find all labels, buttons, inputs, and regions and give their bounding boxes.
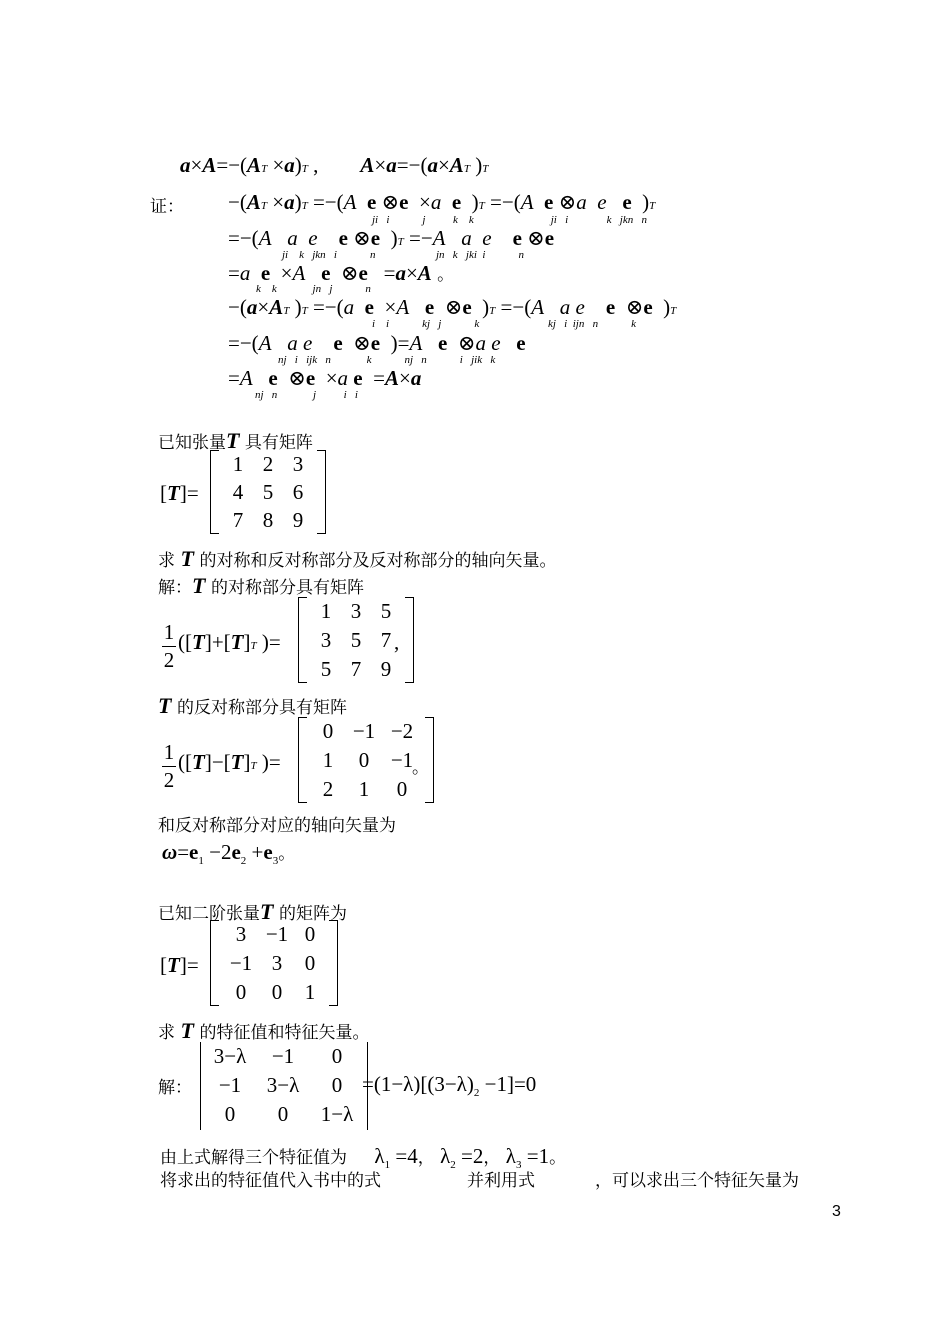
matrix-cell: 2 — [262, 451, 274, 476]
antisym-stop: 。 — [412, 758, 429, 778]
proof-line-3-subscripts: k k jn j n — [256, 283, 371, 295]
proof-line-2: =−(A a e e ⊗e )T =−A a e e ⊗e — [228, 226, 555, 250]
matrix-cell: 5 — [262, 479, 274, 504]
matrix-cell: 0 — [304, 922, 316, 946]
proof-line-6: =A e ⊗e ×a e =A×a — [228, 366, 422, 390]
matrix-cell: 0 — [396, 777, 408, 801]
sym-expr: ([T]+[T]T )= — [178, 630, 281, 654]
problem2-question: 求 T 的对称和反对称部分及反对称部分的轴向矢量。 — [158, 546, 557, 571]
matrix-cell: 7 — [350, 657, 362, 681]
matrix-cell: 6 — [292, 479, 304, 504]
page-number: 3 — [832, 1203, 841, 1220]
proof-line-2-subscripts: ji k jkn i n jn k jki i n — [282, 249, 524, 261]
matrix-cell: 3−λ — [213, 1044, 247, 1068]
matrix-cell: 0 — [331, 1073, 343, 1097]
matrix-cell: 9 — [380, 657, 392, 681]
proof-line-4: −(a×AT )T =−(a e ×A e ⊗e )T =−(A a e e ⊗e )T — [228, 295, 677, 319]
matrix-cell: 0 — [331, 1044, 343, 1068]
matrix-cell: −1 — [229, 951, 253, 975]
matrix-cell: 3 — [320, 628, 332, 652]
matrix-cell: 1 — [320, 599, 332, 623]
matrix-T-label: [T]= — [160, 481, 199, 505]
characteristic-determinant — [200, 1042, 368, 1130]
eigenvalues-line: 由上式解得三个特征值为 $\lambda_1 =4$， $\lambda_2 =2$， $\lambda_3 =1$。 — [160, 1144, 567, 1172]
matrix-cell: 0 — [235, 980, 247, 1004]
problem2-intro: 已知张量T 具有矩阵 — [158, 428, 313, 453]
matrix-cell: 1 — [322, 748, 334, 772]
matrix-cell: −1 — [390, 748, 414, 772]
antisym-expr: ([T]−[T]T )= — [178, 750, 281, 774]
identity-statement: a×A=−(AT ×a)T , A×a=−(a×AT )T — [180, 153, 489, 177]
matrix-cell: 3 — [350, 599, 362, 623]
matrix-cell: 3 — [271, 951, 283, 975]
matrix-cell: 9 — [292, 507, 304, 532]
axial-vector: $\omega=e_1 -2e_2 +e_3$。 — [162, 840, 296, 868]
axial-label: 和反对称部分对应的轴向矢量为 — [158, 816, 396, 836]
problem3-question: 求 T 的特征值和特征矢量。 — [158, 1018, 370, 1043]
matrix-cell: 8 — [262, 507, 274, 532]
matrix-cell: 0 — [358, 748, 370, 772]
matrix-cell: 1 — [358, 777, 370, 801]
matrix-cell: −1 — [271, 1044, 295, 1068]
matrix-cell: −1 — [218, 1073, 242, 1097]
matrix-cell: 1 — [232, 451, 244, 476]
matrix-cell: −2 — [390, 719, 414, 743]
proof-line-6-subscripts: nj n j i i — [255, 389, 358, 401]
matrix-cell: −1 — [352, 719, 376, 743]
matrix-cell: 3−λ — [266, 1073, 300, 1097]
matrix-cell: 0 — [271, 980, 283, 1004]
matrix-cell: 2 — [322, 777, 334, 801]
matrix-cell: −1 — [265, 922, 289, 946]
matrix-cell: 1−λ — [320, 1102, 354, 1126]
next-step-line: 将求出的特征值代入书中的式 — [160, 1171, 381, 1191]
proof-line-5: =−(A a e e ⊗e )=A e ⊗a e e — [228, 331, 526, 355]
matrix-cell: 0 — [322, 719, 334, 743]
matrix-cell: 0 — [304, 951, 316, 975]
matrix-T3-label: [T]= — [160, 953, 199, 977]
proof-line-4-subscripts: i i kj j k kj i ijn n k — [372, 318, 636, 330]
matrix-cell: 7 — [380, 628, 392, 652]
matrix-cell: 1 — [304, 980, 316, 1004]
proof-line-1: −(AT ×a)T =−(A e ⊗e ×a e )T =−(A e ⊗a e e )T — [228, 190, 656, 214]
problem2-antisym-label: T 的反对称部分具有矩阵 — [158, 693, 347, 718]
characteristic-equation: $=(1-\lambda)[(3-\lambda)_2 -1]=0$ — [362, 1072, 537, 1100]
matrix-cell: 5 — [380, 599, 392, 623]
matrix-cell: 0 — [224, 1102, 236, 1126]
proof-label: 证： — [150, 197, 184, 217]
proof-line-3: =a e ×A e ⊗e =a×A 。 — [228, 261, 455, 285]
matrix-T3 — [210, 920, 338, 1006]
problem2-solution-sym: 解：T 的对称部分具有矩阵 — [158, 573, 364, 598]
matrix-T — [210, 450, 326, 534]
matrix-cell: 3 — [235, 922, 247, 946]
matrix-cell: 3 — [292, 451, 304, 476]
matrix-cell: 0 — [277, 1102, 289, 1126]
matrix-cell: 4 — [232, 479, 244, 504]
matrix-cell: 5 — [350, 628, 362, 652]
next-step-line-2: 并利用式 — [467, 1171, 535, 1191]
next-step-line-3: ，可以求出三个特征矢量为 — [595, 1171, 799, 1191]
fraction-half-2: 1 2 — [163, 740, 175, 792]
matrix-cell: 7 — [232, 507, 244, 532]
proof-line-5-subscripts: nj i ijk n k nj n i jik k — [278, 354, 496, 366]
sym-comma: , — [394, 630, 400, 654]
proof-line-1-subscripts: ji i j k k ji i k jkn n — [372, 214, 647, 226]
problem3-intro: 已知二阶张量T 的矩阵为 — [158, 899, 347, 924]
problem3-solution-label: 解： — [158, 1078, 192, 1098]
matrix-cell: 5 — [320, 657, 332, 681]
fraction-half-1: 1 2 — [163, 620, 175, 672]
